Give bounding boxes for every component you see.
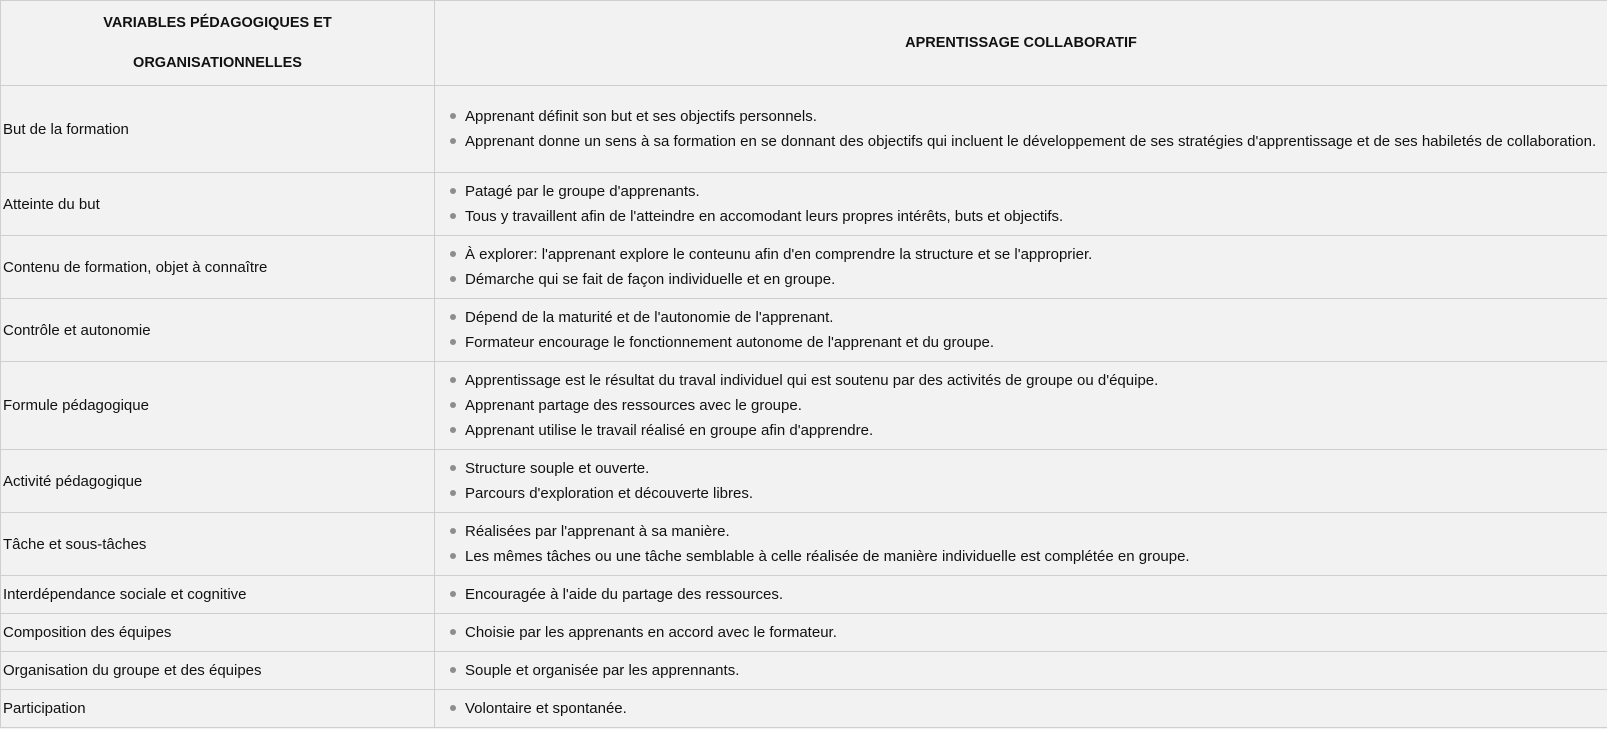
variable-cell: Formule pédagogique [1, 362, 435, 450]
bullet-text: Tous y travaillent afin de l'atteindre en accomodant leurs propres intérêts, buts et objectifs. [465, 208, 1064, 225]
bullet-dot-icon [450, 213, 456, 219]
variable-cell: Contenu de formation, objet à connaître [1, 236, 435, 299]
variable-cell: But de la formation [1, 86, 435, 173]
bullet-list [449, 456, 1607, 506]
bullet-item [449, 456, 1607, 481]
bullet-list [449, 242, 1607, 292]
bullet-item [449, 393, 1607, 418]
bullet-dot-icon [450, 667, 456, 673]
bullet-item [449, 179, 1607, 204]
bullet-text: Structure souple et ouverte. [465, 460, 650, 477]
description-cell [435, 450, 1607, 513]
table-row [1, 362, 1607, 450]
table-row [1, 513, 1607, 576]
table-row [1, 690, 1607, 728]
bullet-dot-icon [450, 339, 456, 345]
table-body [1, 86, 1607, 728]
table-row [1, 86, 1607, 173]
bullet-dot-icon [450, 314, 456, 320]
table-row [1, 614, 1607, 652]
bullet-item [449, 242, 1607, 267]
description-cell [435, 299, 1607, 362]
bullet-item [449, 696, 1607, 721]
bullet-item [449, 620, 1607, 645]
bullet-text: Dépend de la maturité et de l'autonomie de l'apprenant. [465, 309, 834, 326]
table-row [1, 299, 1607, 362]
variable-cell: Contrôle et autonomie [1, 299, 435, 362]
bullet-dot-icon [450, 377, 456, 383]
bullet-dot-icon [450, 591, 456, 597]
bullet-dot-icon [450, 553, 456, 559]
description-cell [435, 690, 1607, 728]
header-collaborative: APRENTISSAGE COLLABORATIF [435, 1, 1607, 86]
bullet-text: Les mêmes tâches ou une tâche semblable à celle réalisée de manière individuelle est complétée en groupe. [465, 548, 1190, 565]
bullet-text: Souple et organisée par les apprennants. [465, 662, 740, 679]
table-row [1, 576, 1607, 614]
bullet-item [449, 544, 1607, 569]
variable-cell: Tâche et sous-tâches [1, 513, 435, 576]
bullet-list [449, 658, 1607, 683]
bullet-list [449, 696, 1607, 721]
bullet-dot-icon [450, 705, 456, 711]
bullet-item [449, 368, 1607, 393]
variable-cell: Activité pédagogique [1, 450, 435, 513]
bullet-list [449, 305, 1607, 355]
bullet-item [449, 330, 1607, 355]
variable-cell: Participation [1, 690, 435, 728]
bullet-item [449, 267, 1607, 292]
variable-cell: Organisation du groupe et des équipes [1, 652, 435, 690]
bullet-dot-icon [450, 427, 456, 433]
variable-cell: Composition des équipes [1, 614, 435, 652]
bullet-dot-icon [450, 402, 456, 408]
description-cell [435, 576, 1607, 614]
table-row [1, 236, 1607, 299]
bullet-text: Démarche qui se fait de façon individuelle et en groupe. [465, 271, 836, 288]
bullet-list [449, 104, 1607, 154]
bullet-dot-icon [450, 465, 456, 471]
bullet-dot-icon [450, 490, 456, 496]
bullet-dot-icon [450, 138, 456, 144]
bullet-text: Apprenant donne un sens à sa formation en se donnant des objectifs qui incluent le développement de ses stratégies d'apprentissage et de ses habiletés de collaboration. [465, 133, 1597, 150]
bullet-item [449, 104, 1607, 129]
header-row [1, 1, 1607, 86]
header-variables-line2: ORGANISATIONNELLES [133, 55, 302, 71]
table-row [1, 652, 1607, 690]
bullet-text: Apprenant utilise le travail réalisé en groupe afin d'apprendre. [465, 422, 874, 439]
bullet-text: Apprenant définit son but et ses objectifs personnels. [465, 108, 817, 125]
bullet-item [449, 582, 1607, 607]
description-cell [435, 614, 1607, 652]
bullet-text: Apprentissage est le résultat du traval individuel qui est soutenu par des activités de groupe ou d'équipe. [465, 372, 1159, 389]
bullet-text: Parcours d'exploration et découverte libres. [465, 485, 754, 502]
bullet-text: Patagé par le groupe d'apprenants. [465, 183, 700, 200]
description-cell [435, 513, 1607, 576]
bullet-item [449, 204, 1607, 229]
bullet-text: Apprenant partage des ressources avec le groupe. [465, 397, 802, 414]
bullet-list [449, 519, 1607, 569]
bullet-dot-icon [450, 528, 456, 534]
bullet-text: Choisie par les apprenants en accord avec le formateur. [465, 624, 837, 641]
bullet-item [449, 418, 1607, 443]
bullet-dot-icon [450, 276, 456, 282]
bullet-item [449, 658, 1607, 683]
bullet-text: Encouragée à l'aide du partage des ressources. [465, 586, 784, 603]
bullet-dot-icon [450, 629, 456, 635]
header-variables-line1: VARIABLES PÉDAGOGIQUES ET [103, 15, 332, 31]
bullet-text: Formateur encourage le fonctionnement autonome de l'apprenant et du groupe. [465, 334, 995, 351]
description-cell [435, 86, 1607, 173]
bullet-text: Réalisées par l'apprenant à sa manière. [465, 523, 730, 540]
bullet-list [449, 368, 1607, 443]
table-row [1, 450, 1607, 513]
variable-cell: Interdépendance sociale et cognitive [1, 576, 435, 614]
description-cell [435, 173, 1607, 236]
description-cell [435, 236, 1607, 299]
bullet-list [449, 582, 1607, 607]
header-variables [1, 1, 435, 86]
bullet-text: À explorer: l'apprenant explore le conteunu afin d'en comprendre la structure et se l'approprier. [465, 246, 1093, 263]
bullet-item [449, 481, 1607, 506]
bullet-text: Volontaire et spontanée. [465, 700, 627, 717]
description-cell [435, 652, 1607, 690]
bullet-dot-icon [450, 188, 456, 194]
description-cell [435, 362, 1607, 450]
bullet-list [449, 179, 1607, 229]
bullet-list [449, 620, 1607, 645]
variable-cell: Atteinte du but [1, 173, 435, 236]
table-row [1, 173, 1607, 236]
bullet-dot-icon [450, 251, 456, 257]
bullet-item [449, 519, 1607, 544]
bullet-dot-icon [450, 113, 456, 119]
bullet-item [449, 305, 1607, 330]
bullet-item [449, 129, 1607, 154]
